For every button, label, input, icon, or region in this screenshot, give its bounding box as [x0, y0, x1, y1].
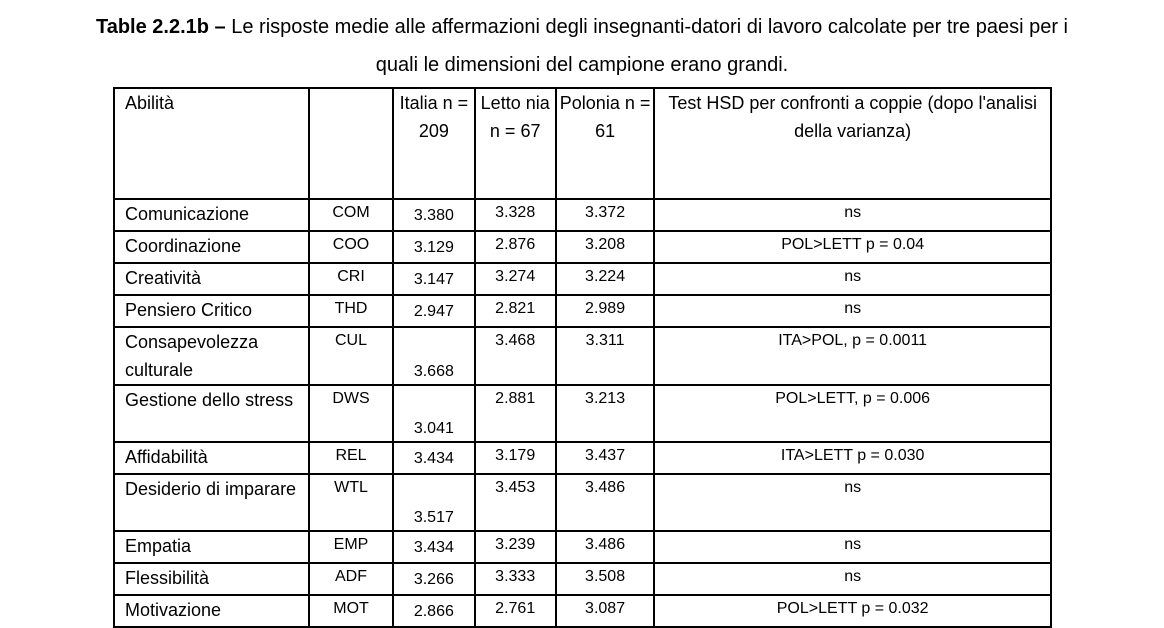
cell-skill: Consapevolezza culturale [114, 327, 309, 385]
cell-code: ADF [309, 563, 393, 595]
cell-polonia: 3.213 [556, 385, 654, 442]
header-row [114, 88, 1051, 199]
cell-italia: 3.380 [393, 199, 474, 231]
cell-italia: 3.129 [393, 231, 474, 263]
cell-lettonia: 3.239 [475, 531, 556, 563]
table-row [114, 474, 1051, 531]
cell-skill: Empatia [114, 531, 309, 563]
cell-code: EMP [309, 531, 393, 563]
cell-code: CUL [309, 327, 393, 385]
cell-lettonia: 2.761 [475, 595, 556, 627]
cell-lettonia: 3.468 [475, 327, 556, 385]
cell-italia: 2.866 [393, 595, 474, 627]
cell-code: REL [309, 442, 393, 474]
cell-polonia: 3.508 [556, 563, 654, 595]
cell-italia: 2.947 [393, 295, 474, 327]
cell-italia: 3.668 [393, 327, 474, 385]
cell-test: POL>LETT p = 0.032 [654, 595, 1051, 627]
cell-test: ns [654, 563, 1051, 595]
cell-skill: Flessibilità [114, 563, 309, 595]
table-row [114, 385, 1051, 442]
cell-test: POL>LETT, p = 0.006 [654, 385, 1051, 442]
cell-polonia: 3.311 [556, 327, 654, 385]
cell-skill: Pensiero Critico [114, 295, 309, 327]
cell-polonia: 3.087 [556, 595, 654, 627]
results-table [113, 87, 1052, 628]
caption-label: Table 2.2.1b – [95, 16, 226, 38]
header-test: Test HSD per confronti a coppie (dopo l'analisi della varianza) [654, 88, 1051, 199]
cell-code: COM [309, 199, 393, 231]
table-row [114, 263, 1051, 295]
cell-test: ITA>POL, p = 0.0011 [654, 327, 1051, 385]
cell-skill: Coordinazione [114, 231, 309, 263]
cell-test: POL>LETT p = 0.04 [654, 231, 1051, 263]
cell-skill: Motivazione [114, 595, 309, 627]
cell-code: WTL [309, 474, 393, 531]
cell-test: ns [654, 531, 1051, 563]
cell-test: ns [654, 295, 1051, 327]
cell-lettonia: 3.333 [475, 563, 556, 595]
cell-italia: 3.147 [393, 263, 474, 295]
caption-line-1 [0, 8, 1164, 46]
cell-skill: Desiderio di imparare [114, 474, 309, 531]
cell-polonia: 2.989 [556, 295, 654, 327]
cell-skill: Gestione dello stress [114, 385, 309, 442]
cell-polonia: 3.437 [556, 442, 654, 474]
cell-polonia: 3.486 [556, 531, 654, 563]
caption-text-line-1: Le risposte medie alle affermazioni degli insegnanti-datori di lavoro calcolate per tre paesi per i [225, 16, 1068, 38]
cell-italia: 3.434 [393, 442, 474, 474]
table-row [114, 199, 1051, 231]
table-row [114, 295, 1051, 327]
cell-test: ns [654, 199, 1051, 231]
cell-skill: Comunicazione [114, 199, 309, 231]
table-row [114, 531, 1051, 563]
cell-polonia: 3.372 [556, 199, 654, 231]
cell-polonia: 3.486 [556, 474, 654, 531]
cell-italia: 3.041 [393, 385, 474, 442]
cell-lettonia: 3.179 [475, 442, 556, 474]
header-code [309, 88, 393, 199]
header-skill: Abilità [114, 88, 309, 199]
cell-lettonia: 3.453 [475, 474, 556, 531]
header-italia: Italia n = 209 [393, 88, 474, 199]
table-container [113, 87, 1052, 628]
cell-skill: Affidabilità [114, 442, 309, 474]
cell-test: ns [654, 474, 1051, 531]
cell-code: DWS [309, 385, 393, 442]
cell-code: COO [309, 231, 393, 263]
header-polonia: Polonia n = 61 [556, 88, 654, 199]
cell-test: ns [654, 263, 1051, 295]
table-row [114, 563, 1051, 595]
cell-lettonia: 2.881 [475, 385, 556, 442]
caption-line-2: quali le dimensioni del campione erano grandi. [375, 54, 789, 76]
cell-italia: 3.517 [393, 474, 474, 531]
cell-code: THD [309, 295, 393, 327]
table-row [114, 595, 1051, 627]
cell-polonia: 3.208 [556, 231, 654, 263]
cell-polonia: 3.224 [556, 263, 654, 295]
header-lettonia: Letto nia n = 67 [475, 88, 556, 199]
cell-test: ITA>LETT p = 0.030 [654, 442, 1051, 474]
cell-lettonia: 2.876 [475, 231, 556, 263]
cell-code: MOT [309, 595, 393, 627]
cell-italia: 3.434 [393, 531, 474, 563]
cell-italia: 3.266 [393, 563, 474, 595]
cell-skill: Creatività [114, 263, 309, 295]
cell-lettonia: 3.274 [475, 263, 556, 295]
table-row [114, 231, 1051, 263]
table-row [114, 442, 1051, 474]
table-caption [0, 8, 1164, 84]
table-row [114, 327, 1051, 385]
cell-lettonia: 2.821 [475, 295, 556, 327]
table-body [114, 199, 1051, 627]
cell-code: CRI [309, 263, 393, 295]
cell-lettonia: 3.328 [475, 199, 556, 231]
